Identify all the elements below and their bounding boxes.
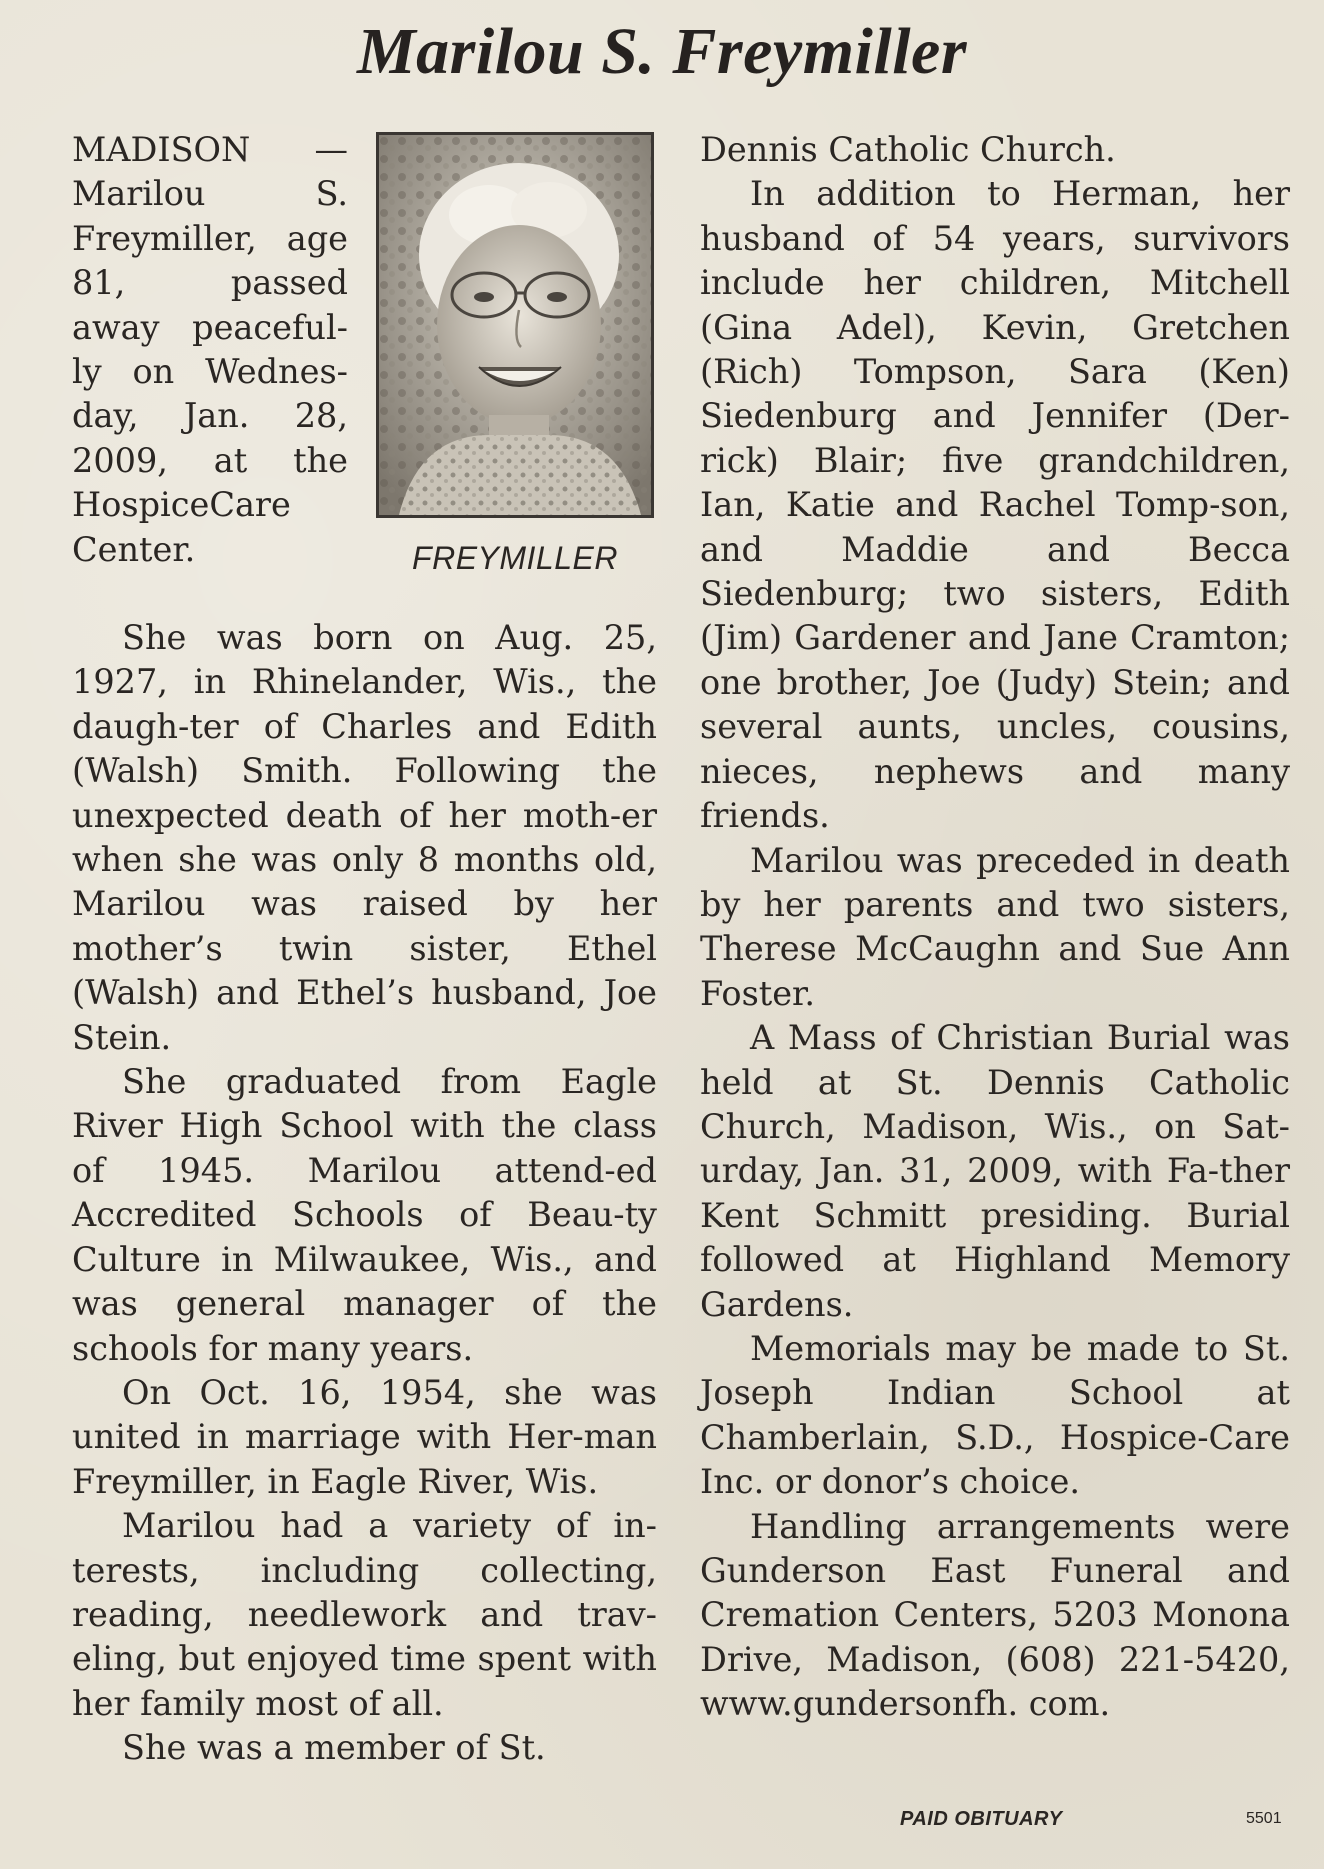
paragraph-interests: Marilou had a variety of in-terests, including collecting, reading, needlework and trav-eling, but enjoyed time spent with her family most of all. xyxy=(72,1506,657,1723)
right-column xyxy=(700,128,1290,1727)
photo-caption: FREYMILLER xyxy=(412,540,618,576)
paragraph-survivors: In addition to Herman, her husband of 54 years, survivors include her children, Mitchell (Gina Adel), Kevin, Gretchen (Rich) Tompson, Sara (Ken) Siedenburg and Jennifer (Der-rick) Blair; five grandchildren, Ian, Katie and Rachel Tomp-son, and Maddie and Becca Siedenburg; two sisters, Edith (Jim) Gardener and Jane Cramton; one brother, Joe (Judy) Stein; and several aunts, uncles, cousins, nieces, nephews and many friends. xyxy=(700,174,1290,836)
portrait-image xyxy=(379,135,651,515)
paragraph-memorials: Memorials may be made to St. Joseph Indian School at Chamberlain, S.D., Hospice-Care Inc. or donor’s choice. xyxy=(700,1328,1290,1502)
left-column-bottom xyxy=(72,616,657,1771)
left-column-top xyxy=(72,128,348,572)
paid-obituary-label: PAID OBITUARY xyxy=(900,1808,1063,1830)
opening-paragraph: MADISON — Marilou S. Freymiller, age 81, passed away peaceful-ly on Wednes-day, Jan. 28, 2009, at the HospiceCare Center. xyxy=(72,130,348,569)
paragraph-birth: She was born on Aug. 25, 1927, in Rhinelander, Wis., the daugh-ter of Charles and Edith (Walsh) Smith. Following the unexpected death of her moth-er when she was only 8 months old, Marilou was raised by her mother’s twin sister, Ethel (Walsh) and Ethel’s husband, Joe Stein. xyxy=(72,618,657,1057)
paragraph-church: She was a member of St. xyxy=(122,1728,546,1768)
paragraph-mass: A Mass of Christian Burial was held at St. Dennis Catholic Church, Madison, Wis., on Sat-urday, Jan. 31, 2009, with Fa-ther Kent Schmitt presiding. Burial followed at Highland Memory Gardens. xyxy=(700,1018,1290,1324)
ad-code: 5501 xyxy=(1246,1810,1282,1827)
paragraph-church-continued: Dennis Catholic Church. xyxy=(700,130,1116,169)
obituary-headline: Marilou S. Freymiller xyxy=(356,15,968,88)
paragraph-arrangements: Handling arrangements were Gunderson East Funeral and Cremation Centers, 5203 Monona Drive, Madison, (608) 221-5420, www.gundersonfh. com. xyxy=(700,1506,1290,1724)
paragraph-preceded: Marilou was preceded in death by her parents and two sisters, Therese McCaughn and Sue Ann Foster. xyxy=(700,840,1290,1013)
paragraph-marriage: On Oct. 16, 1954, she was united in marriage with Her-man Freymiller, in Eagle River, Wis. xyxy=(72,1372,657,1501)
paragraph-education: She graduated from Eagle River High School with the class of 1945. Marilou attend-ed Accredited Schools of Beau-ty Culture in Milwaukee, Wis., and was general manager of the schools for many years. xyxy=(72,1062,657,1368)
portrait-photo xyxy=(376,132,654,518)
